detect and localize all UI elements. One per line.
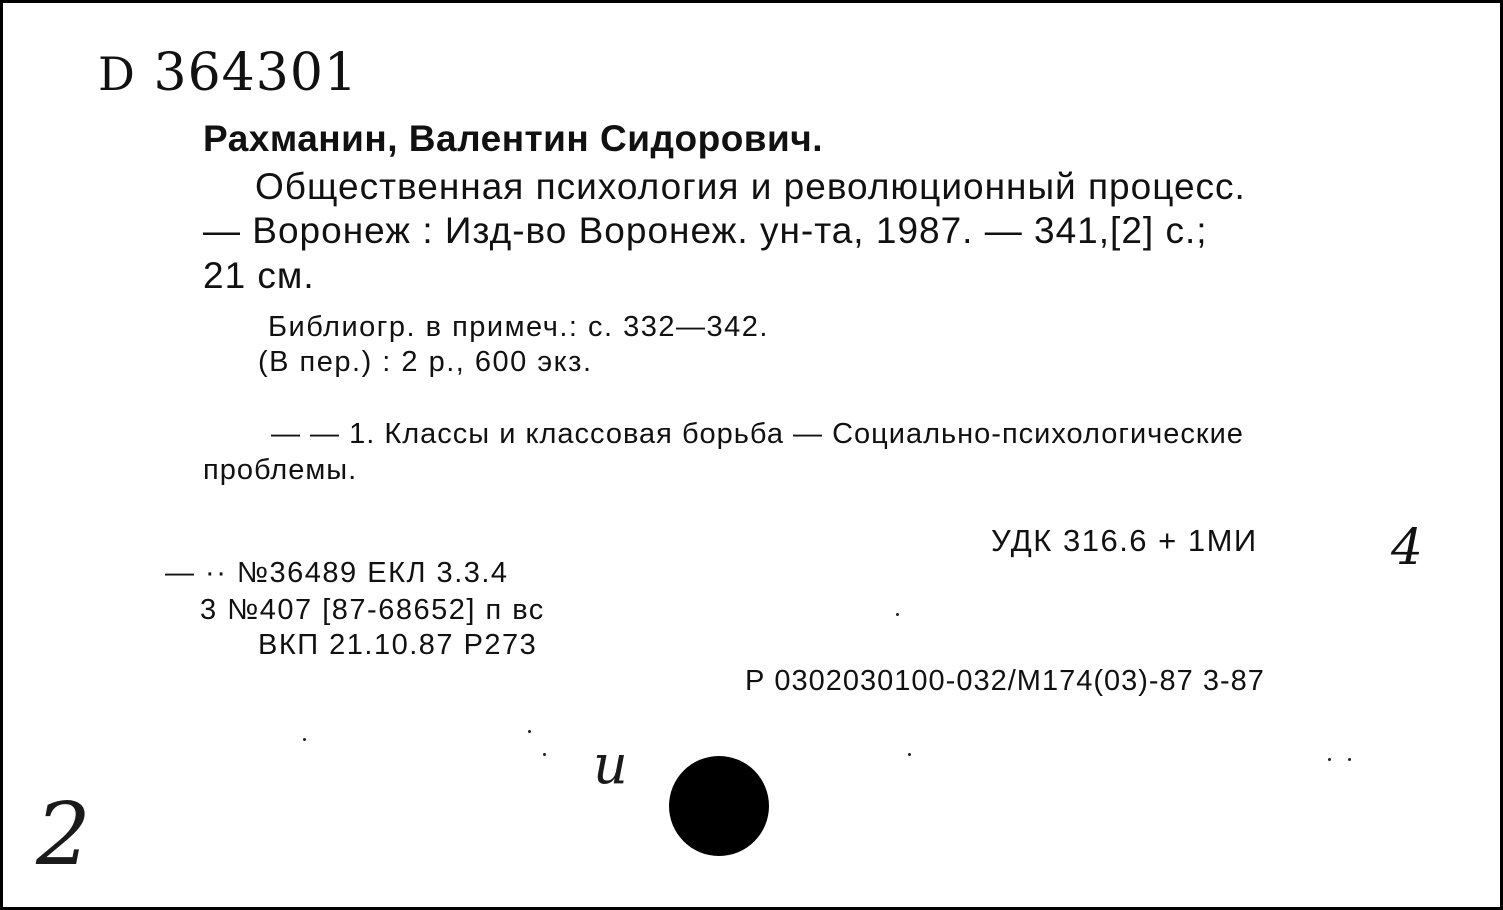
call-number-digits: 364301	[153, 43, 359, 103]
bibliography-note: Библиогр. в примеч.: с. 332—342.	[268, 311, 769, 343]
title-line-3: 21 см.	[203, 255, 315, 296]
speck-mark	[303, 738, 306, 741]
author-heading: Рахманин, Валентин Сидорович.	[203, 118, 824, 159]
tech-line-1: — ·· №36489 ЕКЛ 3.3.4	[165, 557, 509, 589]
handwritten-letter: и	[593, 733, 628, 796]
udk-code: УДК 316.6 + 1МИ	[991, 523, 1258, 558]
speck-mark	[543, 753, 546, 756]
udk-handwritten-mark: 4	[1391, 518, 1423, 576]
tech-line-2: 3 №407 [87-68652] п вс	[200, 594, 545, 626]
speck-mark	[1348, 758, 1351, 761]
call-number	[98, 43, 358, 103]
price-code: Р 0302030100-032/М174(03)-87 3-87	[745, 665, 1265, 697]
speck-mark	[908, 753, 911, 756]
speck-mark	[896, 613, 899, 616]
speck-mark	[528, 730, 531, 733]
handwritten-number: 2	[36, 785, 91, 885]
call-number-prefix: D	[98, 47, 137, 101]
subject-heading-line-1: — — 1. Классы и классовая борьба — Социально-психологические	[271, 418, 1244, 450]
binding-price-note: (В пер.) : 2 р., 600 экз.	[258, 346, 593, 378]
subject-heading-line-2: проблемы.	[203, 454, 358, 486]
title-line-2: — Воронеж : Изд-во Воронеж. ун-та, 1987. — 341,[2] с.;	[203, 210, 1208, 251]
punch-hole	[669, 756, 769, 856]
title-line-1: Общественная психология и революционный процесс.	[255, 166, 1246, 207]
speck-mark	[1328, 758, 1331, 761]
tech-line-3: ВКП 21.10.87 Р273	[258, 629, 538, 661]
